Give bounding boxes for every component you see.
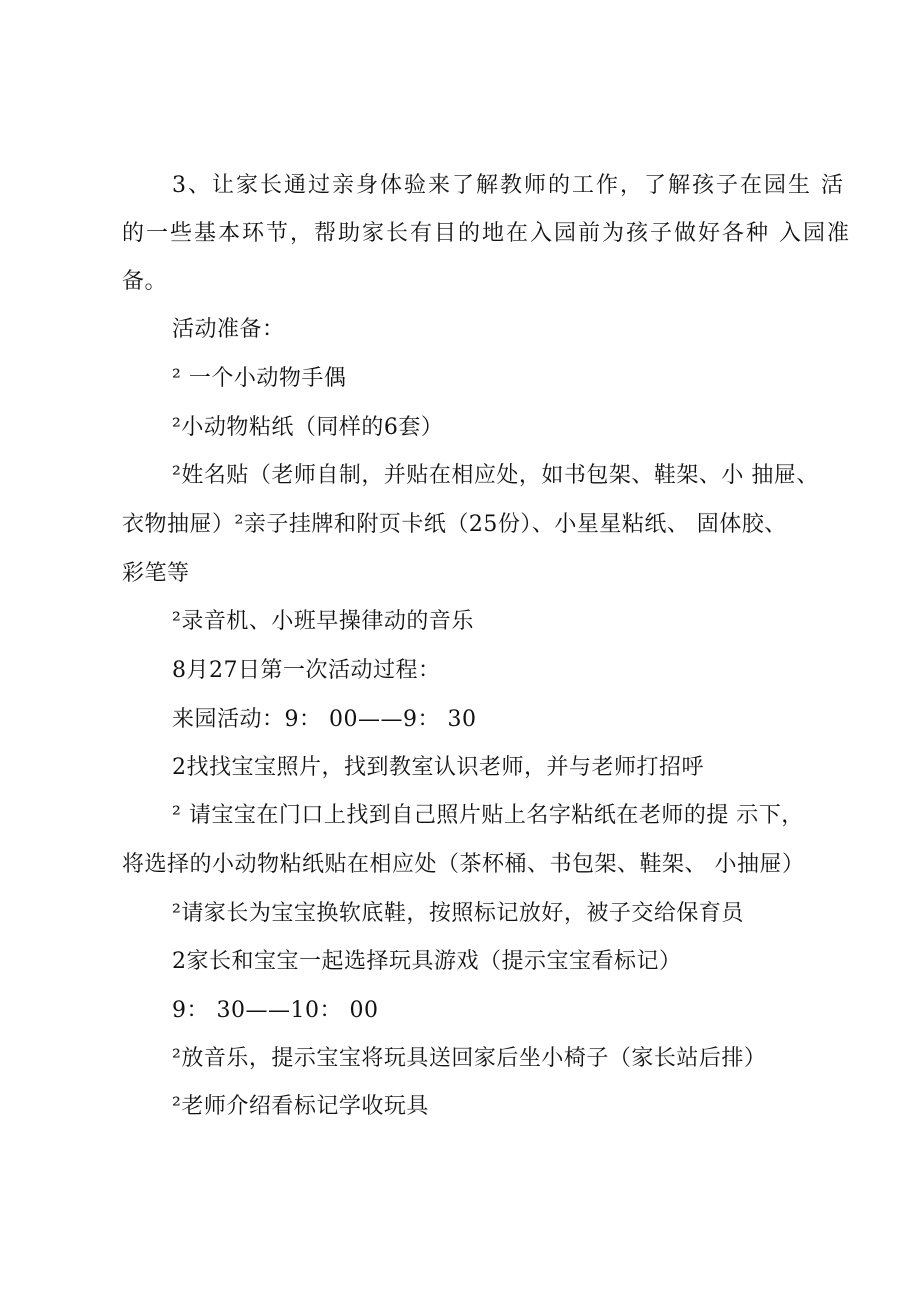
preparation-item-3-continued: 衣物抽屉）²亲子挂牌和附页卡纸（25份）、小星星粘纸、 固体胶、: [122, 512, 787, 537]
time-slot-arrival: 来园活动：9： 00——9： 30: [172, 707, 477, 732]
preparation-item-4: ²录音机、小班早操律动的音乐: [172, 609, 474, 634]
section-heading-process: 8月27日第一次活动过程：: [172, 658, 441, 683]
preparation-item-2: ²小动物粘纸（同样的6套）: [172, 415, 444, 440]
process-item-2: ² 请宝宝在门口上找到自己照片贴上名字粘纸在老师的提 示下，: [172, 803, 804, 828]
process-item-1: 2找找宝宝照片，找到教室认识老师，并与老师打招呼: [172, 755, 704, 780]
process-item-6: ²老师介绍看标记学收玩具: [172, 1094, 429, 1119]
process-item-3: ²请家长为宝宝换软底鞋，按照标记放好，被子交给保育员: [172, 901, 744, 926]
process-item-5: ²放音乐，提示宝宝将玩具送回家后坐小椅子（家长站后排）: [172, 1046, 767, 1071]
preparation-item-1: ² 一个小动物手偶: [172, 366, 347, 391]
paragraph-line-3: 备。: [122, 269, 168, 294]
process-item-2-continued: 将选择的小动物粘纸贴在相应处（茶杯桶、书包架、鞋架、 小抽屉）: [122, 852, 805, 877]
time-slot-second: 9： 30——10： 00: [172, 998, 379, 1023]
paragraph-line-2: 的一些基本环节，帮助家长有目的地在入园前为孩子做好各种 入园准: [122, 221, 851, 246]
paragraph-line-1: 3、让家长通过亲身体验来了解教师的工作，了解孩子在园生 活: [172, 173, 845, 198]
process-item-4: 2家长和宝宝一起选择玩具游戏（提示宝宝看标记）: [172, 949, 682, 974]
preparation-item-3: ²姓名贴（老师自制，并贴在相应处，如书包架、鞋架、小 抽屉、: [172, 463, 819, 488]
preparation-item-3-end: 彩笔等: [122, 561, 190, 586]
section-heading-preparation: 活动准备：: [172, 317, 285, 342]
